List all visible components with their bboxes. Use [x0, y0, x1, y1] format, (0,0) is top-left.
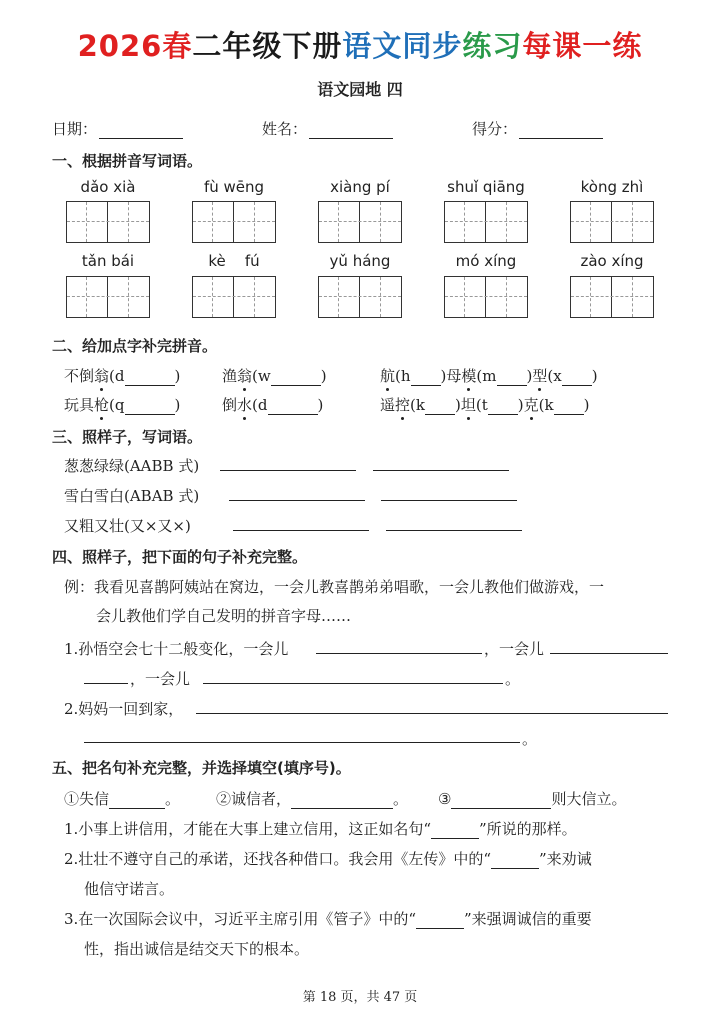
question-text: 2.壮壮不遵守自己的承诺，还找各种借口。我会用《左传》中的“ ”来劝诫 [64, 850, 592, 868]
pinyin-label: mó xíng [455, 252, 517, 270]
title-part: 2026春 [77, 29, 193, 63]
example-sentence: 例：我看见喜鹊阿姨站在窝边，一会儿教喜鹊弟弟唱歌，一会儿教他们做游戏，一 [64, 578, 605, 596]
answer-blank[interactable] [233, 530, 369, 531]
pinyin-label: fù wēng [203, 178, 265, 196]
title-part: 练习 [462, 29, 523, 63]
tianzige-box[interactable] [570, 201, 654, 243]
pinyin-label: shuǐ qiāng [447, 178, 525, 196]
question-text: 。 [522, 730, 538, 748]
answer-blank[interactable] [220, 470, 356, 471]
page-number: 第 18 页，共 47 页 [302, 990, 418, 1005]
question-text: 3.在一次国际会议中，习近平主席引用《管子》中的“ ”来强调诚信的重要 [64, 910, 592, 928]
answer-blank[interactable] [229, 500, 365, 501]
question-text: 性，指出诚信是结交天下的根本。 [84, 940, 310, 958]
tianzige-box[interactable] [318, 276, 402, 318]
pinyin-label: xiàng pí [330, 178, 390, 196]
answer-blank[interactable] [431, 823, 479, 839]
pinyin-item: 航(h )母模(m )型(x ) [380, 367, 598, 385]
pinyin-item: 渔翁(w ) [222, 367, 327, 385]
tianzige-box[interactable] [66, 276, 150, 318]
proverb-item: ③ 则大信立。 [438, 790, 627, 808]
section-2-title: 二、给加点字补完拼音。 [52, 337, 218, 355]
tianzige-box[interactable] [444, 276, 528, 318]
question-text: 他信守诺言。 [84, 880, 175, 898]
answer-blank[interactable] [562, 370, 592, 386]
answer-blank[interactable] [425, 399, 455, 415]
answer-blank[interactable] [316, 653, 482, 654]
answer-blank[interactable] [451, 793, 551, 809]
score-field[interactable]: 得分： [472, 118, 603, 139]
pinyin-item: 玩具枪(q ) [64, 396, 181, 414]
answer-blank[interactable] [497, 370, 527, 386]
pinyin-label: kè fú [208, 252, 260, 270]
answer-blank[interactable] [84, 683, 128, 684]
pinyin-item: 不倒翁(d ) [64, 367, 181, 385]
title-part: 语文同步 [342, 29, 463, 63]
answer-blank[interactable] [386, 530, 522, 531]
answer-blank[interactable] [550, 653, 668, 654]
tianzige-box[interactable] [192, 201, 276, 243]
answer-blank[interactable] [373, 470, 509, 471]
word-pattern: 又粗又壮(又×又×) [64, 517, 191, 535]
section-3-title: 三、照样子，写词语。 [52, 428, 203, 446]
question-text: 1.小事上讲信用，才能在大事上建立信用，这正如名句“ ”所说的那样。 [64, 820, 577, 838]
section-1-title: 一、根据拼音写词语。 [52, 152, 203, 170]
proverb-item: ①失信 。 [64, 790, 181, 808]
section-5-title: 五、把名句补充完整，并选择填空(填序号)。 [52, 759, 351, 777]
tianzige-box[interactable] [192, 276, 276, 318]
question-text: 。 [505, 670, 521, 688]
answer-blank[interactable] [203, 683, 503, 684]
section-4-title: 四、照样子，把下面的句子补充完整。 [52, 548, 308, 566]
answer-blank[interactable] [84, 742, 520, 743]
date-field[interactable]: 日期： [52, 118, 183, 139]
tianzige-box[interactable] [318, 201, 402, 243]
answer-blank[interactable] [291, 793, 393, 809]
pinyin-label: dǎo xià [80, 178, 136, 196]
pinyin-item: 遥控(k )坦(t )克(k ) [380, 396, 590, 414]
pinyin-label: yǔ háng [329, 252, 391, 270]
answer-blank[interactable] [125, 370, 175, 386]
pinyin-label: kòng zhì [580, 178, 644, 196]
answer-blank[interactable] [488, 399, 518, 415]
question-text: 2.妈妈一回到家， [64, 700, 184, 718]
word-pattern: 葱葱绿绿(AABB 式) [64, 457, 200, 475]
answer-blank[interactable] [196, 713, 668, 714]
worksheet-title [0, 24, 720, 65]
name-blank[interactable] [309, 122, 393, 139]
tianzige-box[interactable] [570, 276, 654, 318]
title-part: 二年级下册 [192, 29, 343, 63]
answer-blank[interactable] [554, 399, 584, 415]
answer-blank[interactable] [268, 399, 318, 415]
pinyin-item: 倒水(d ) [222, 396, 324, 414]
question-text: 1.孙悟空会七十二般变化，一会儿 [64, 640, 289, 658]
word-pattern: 雪白雪白(ABAB 式) [64, 487, 200, 505]
answer-blank[interactable] [411, 370, 441, 386]
answer-blank[interactable] [416, 913, 464, 929]
answer-blank[interactable] [125, 399, 175, 415]
answer-blank[interactable] [271, 370, 321, 386]
proverb-item: ②诚信者， 。 [216, 790, 409, 808]
question-text: ，一会儿 [484, 640, 545, 658]
name-field[interactable]: 姓名： [262, 118, 393, 139]
pinyin-label: zào xíng [580, 252, 644, 270]
lesson-subtitle: 语文园地 四 [317, 80, 403, 99]
score-blank[interactable] [519, 122, 603, 139]
example-sentence: 会儿教他们学自己发明的拼音字母…… [96, 607, 352, 625]
answer-blank[interactable] [381, 500, 517, 501]
tianzige-box[interactable] [66, 201, 150, 243]
question-text: ，一会儿 [130, 670, 191, 688]
pinyin-label: tǎn bái [81, 252, 135, 270]
tianzige-box[interactable] [444, 201, 528, 243]
date-blank[interactable] [99, 122, 183, 139]
answer-blank[interactable] [109, 793, 165, 809]
answer-blank[interactable] [491, 853, 539, 869]
title-part: 每课一练 [522, 29, 643, 63]
